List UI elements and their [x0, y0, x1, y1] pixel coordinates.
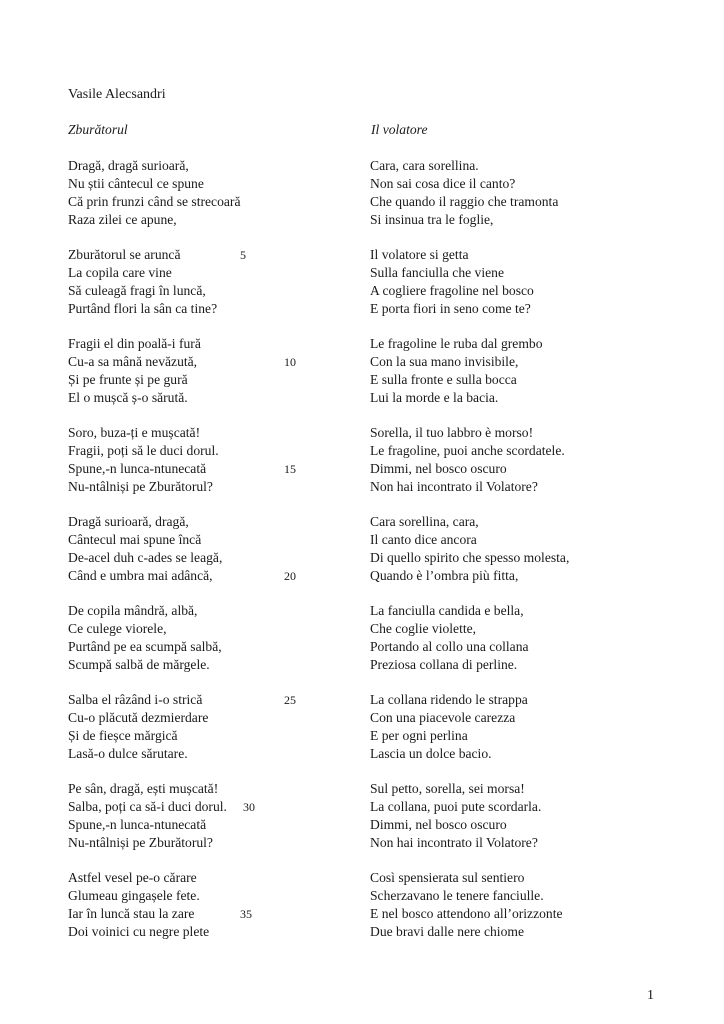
- italian-verse-line: Lascia un dolce bacio.: [370, 746, 492, 761]
- romanian-verse-line: Iar în luncă stau la zare: [68, 906, 195, 921]
- romanian-verse-line: Cu-a sa mână nevăzută,: [68, 354, 198, 369]
- italian-stanza: [370, 424, 610, 496]
- poem-title-italian: Il volatore: [371, 122, 428, 137]
- romanian-verse-line: Astfel vesel pe-o cărare: [68, 870, 197, 885]
- italian-verse-line: La collana ridendo le strappa: [370, 692, 528, 707]
- romanian-verse-line: Fragii el din poală-i fură: [68, 336, 201, 351]
- romanian-verse-line: Fragii, poți să le duci dorul.: [68, 443, 219, 458]
- romanian-stanza: [68, 335, 268, 407]
- italian-verse-line: La fanciulla candida e bella,: [370, 603, 524, 618]
- italian-stanza: [370, 602, 610, 674]
- italian-verse-line: Scherzavano le tenere fanciulle.: [370, 888, 544, 903]
- romanian-verse-line: Purtând pe ea scumpă salbă,: [68, 639, 222, 654]
- italian-verse-line: Non hai incontrato il Volatore?: [370, 479, 538, 494]
- romanian-verse-line: Purtând flori la sân ca tine?: [68, 301, 218, 316]
- italian-stanza: [370, 335, 610, 407]
- italian-verse-line: Cara, cara sorellina.: [370, 158, 479, 173]
- romanian-verse-line: Dragă, dragă surioară,: [68, 158, 189, 173]
- italian-verse-line: Non hai incontrato il Volatore?: [370, 835, 538, 850]
- italian-verse-line: Cara sorellina, cara,: [370, 514, 479, 529]
- italian-verse-line: E nel bosco attendono all’orizzonte: [370, 906, 563, 921]
- romanian-verse-line: Salba, poți ca să-i duci dorul.: [68, 799, 227, 814]
- italian-verse-line: La collana, puoi pute scordarla.: [370, 799, 542, 814]
- romanian-verse-line: Nu-ntâlniși pe Zburătorul?: [68, 835, 213, 850]
- romanian-verse-line: Și de fieșce mărgică: [68, 728, 178, 743]
- italian-verse-line: Sorella, il tuo labbro è morso!: [370, 425, 534, 440]
- italian-verse-line: Le fragoline, puoi anche scordatele.: [370, 443, 565, 458]
- romanian-verse-line: Lasă-o dulce sărutare.: [68, 746, 188, 761]
- italian-verse-line: Con una piacevole carezza: [370, 710, 516, 725]
- romanian-verse-line: De-acel duh c-ades se leagă,: [68, 550, 223, 565]
- romanian-verse-line: Zburătorul se aruncă: [68, 247, 181, 262]
- italian-verse-line: Dimmi, nel bosco oscuro: [370, 817, 507, 832]
- verse-line-number: 30: [243, 800, 255, 814]
- italian-verse-line: Di quello spirito che spesso molesta,: [370, 550, 570, 565]
- italian-verse-line: Non sai cosa dice il canto?: [370, 176, 516, 191]
- italian-text-column: [370, 157, 610, 941]
- romanian-stanza: [68, 424, 268, 496]
- italian-verse-line: Due bravi dalle nere chiome: [370, 924, 524, 939]
- romanian-verse-line: Dragă surioară, dragă,: [68, 514, 189, 529]
- verse-line-number: 15: [284, 462, 296, 476]
- page-number: 1: [647, 988, 654, 1003]
- romanian-verse-line: Pe sân, dragă, ești mușcată!: [68, 781, 219, 796]
- romanian-stanza: [68, 780, 268, 852]
- italian-verse-line: Si insinua tra le foglie,: [370, 212, 494, 227]
- author-name: Vasile Alecsandri: [68, 87, 166, 102]
- romanian-verse-line: Salba el râzând i-o strică: [68, 692, 203, 707]
- romanian-verse-line: La copila care vine: [68, 265, 172, 280]
- italian-verse-line: Portando al collo una collana: [370, 639, 529, 654]
- italian-stanza: [370, 780, 610, 852]
- italian-verse-line: E porta fiori in seno come te?: [370, 301, 531, 316]
- romanian-text-column: [68, 157, 268, 941]
- romanian-stanza: [68, 602, 268, 674]
- verse-line-number: 10: [284, 355, 296, 369]
- romanian-verse-line: Nu-ntâlniși pe Zburătorul?: [68, 479, 213, 494]
- italian-verse-line: Le fragoline le ruba dal grembo: [370, 336, 543, 351]
- italian-verse-line: Così spensierata sul sentiero: [370, 870, 525, 885]
- italian-stanza: [370, 869, 610, 941]
- italian-verse-line: Dimmi, nel bosco oscuro: [370, 461, 507, 476]
- italian-verse-line: Sulla fanciulla che viene: [370, 265, 504, 280]
- romanian-stanza: [68, 691, 268, 763]
- romanian-verse-line: De copila mândră, albă,: [68, 603, 198, 618]
- italian-verse-line: Quando è l’ombra più fitta,: [370, 568, 519, 583]
- romanian-verse-line: Ce culege viorele,: [68, 621, 167, 636]
- italian-verse-line: Il canto dice ancora: [370, 532, 477, 547]
- romanian-verse-line: Nu știi cântecul ce spune: [68, 176, 204, 191]
- italian-verse-line: Che coglie violette,: [370, 621, 477, 636]
- poem-title-romanian: Zburătorul: [68, 122, 128, 137]
- italian-stanza: [370, 691, 610, 763]
- romanian-verse-line: Și pe frunte și pe gură: [68, 372, 188, 387]
- italian-verse-line: Sul petto, sorella, sei morsa!: [370, 781, 525, 796]
- romanian-stanza: [68, 513, 268, 585]
- romanian-stanza: [68, 246, 268, 318]
- romanian-verse-line: Spune,-n lunca-ntunecată: [68, 461, 207, 476]
- romanian-stanza: [68, 157, 268, 229]
- romanian-verse-line: Să culeagă fragi în luncă,: [68, 283, 206, 298]
- italian-stanza: [370, 246, 610, 318]
- verse-line-number: 35: [240, 907, 252, 921]
- verse-line-number: 5: [240, 248, 246, 262]
- romanian-stanza: [68, 869, 268, 941]
- verse-line-number: 20: [284, 569, 296, 583]
- romanian-verse-line: Glumeau gingașele fete.: [68, 888, 200, 903]
- italian-stanza: [370, 513, 610, 585]
- italian-verse-line: E sulla fronte e sulla bocca: [370, 372, 517, 387]
- italian-verse-line: E per ogni perlina: [370, 728, 468, 743]
- romanian-verse-line: Scumpă salbă de mărgele.: [68, 657, 210, 672]
- romanian-verse-line: El o mușcă ș-o sărută.: [68, 390, 188, 405]
- italian-verse-line: Lui la morde e la bacia.: [370, 390, 499, 405]
- romanian-verse-line: Când e umbra mai adâncă,: [68, 568, 213, 583]
- italian-verse-line: Preziosa collana di perline.: [370, 657, 518, 672]
- romanian-verse-line: Că prin frunzi când se strecoară: [68, 194, 241, 209]
- verse-line-number: 25: [284, 693, 296, 707]
- italian-verse-line: Che quando il raggio che tramonta: [370, 194, 559, 209]
- romanian-verse-line: Spune,-n lunca-ntunecată: [68, 817, 207, 832]
- romanian-verse-line: Soro, buza-ți e mușcată!: [68, 425, 201, 440]
- romanian-verse-line: Cu-o plăcută dezmierdare: [68, 710, 209, 725]
- romanian-verse-line: Cântecul mai spune încă: [68, 532, 202, 547]
- romanian-verse-line: Raza zilei ce apune,: [68, 212, 177, 227]
- romanian-verse-line: Doi voinici cu negre plete: [68, 924, 210, 939]
- italian-verse-line: A cogliere fragoline nel bosco: [370, 283, 534, 298]
- italian-verse-line: Con la sua mano invisibile,: [370, 354, 519, 369]
- italian-stanza: [370, 157, 610, 229]
- italian-verse-line: Il volatore si getta: [370, 247, 469, 262]
